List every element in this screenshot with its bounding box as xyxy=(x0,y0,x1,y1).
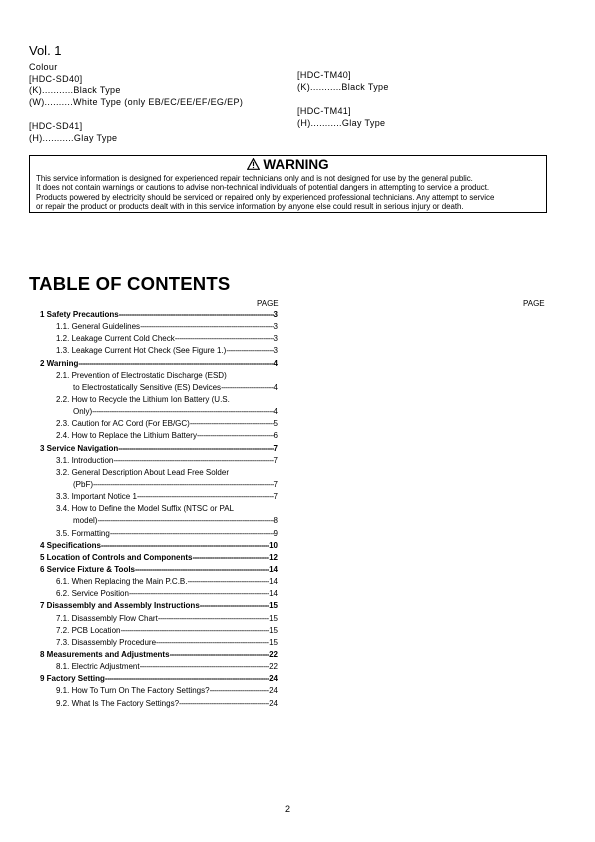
colour-line: (K)...........Black Type xyxy=(29,85,121,96)
colour-line: (H)...........Glay Type xyxy=(297,117,386,128)
toc-leader-dots xyxy=(187,576,269,588)
toc-page-number: 3 xyxy=(273,322,278,332)
toc-entry-title: Only) xyxy=(73,407,93,417)
toc-section-row[interactable] xyxy=(40,358,278,370)
toc-entry-title: 2.2. How to Recycle the Lithium Ion Battery (U.S. xyxy=(56,394,230,404)
toc-list xyxy=(40,309,278,710)
toc-subsection-row[interactable] xyxy=(40,406,278,418)
colour-line: (H)...........Glay Type xyxy=(29,132,118,143)
toc-leader-dots xyxy=(192,552,269,564)
toc-entry-title: 1 Safety Precautions xyxy=(40,310,119,319)
toc-subsection-row[interactable] xyxy=(40,345,278,357)
toc-subsection-row[interactable] xyxy=(40,576,278,588)
toc-entry-title: 2 Warning xyxy=(40,358,79,368)
toc-entry-title: 3.2. General Description About Lead Free Solder xyxy=(56,467,229,477)
volume-label: Vol. 1 xyxy=(29,43,62,58)
toc-subsection-row[interactable] xyxy=(40,382,278,394)
warning-title-text: WARNING xyxy=(263,157,329,172)
toc-entry-title: 7 Disassembly and Assembly Instructions xyxy=(40,601,200,611)
toc-leader-dots xyxy=(101,540,269,552)
toc-leader-dots xyxy=(137,491,274,503)
toc-leader-dots xyxy=(179,698,269,710)
toc-section-row[interactable] xyxy=(40,552,278,564)
toc-entry-title: 7.3. Disassembly Procedure xyxy=(56,637,157,647)
toc-entry-title: to Electrostatically Sensitive (ES) Devices xyxy=(73,382,222,392)
toc-subsection-row[interactable] xyxy=(40,418,278,430)
toc-page-number: 22 xyxy=(269,662,278,672)
toc-leader-dots xyxy=(221,382,273,394)
toc-entry-title: 8.1. Electric Adjustment xyxy=(56,662,140,672)
toc-entry-title: 6.2. Service Position xyxy=(56,589,129,599)
colour-line: (K)...........Black Type xyxy=(297,81,389,92)
warning-line: It does not contain warnings or cautions to advise non-technical individuals of potential dangers in attempting to service a product. xyxy=(36,183,490,193)
toc-leader-dots xyxy=(93,479,274,491)
toc-leader-dots xyxy=(170,649,270,661)
toc-page-number: 14 xyxy=(269,577,278,587)
toc-entry-title: 2.3. Caution for AC Cord (For EB/GC) xyxy=(56,419,190,429)
toc-entry-title: 1.2. Leakage Current Cold Check xyxy=(56,334,175,344)
toc-page-number: 12 xyxy=(269,552,278,562)
toc-entry-title: 9 Factory Setting xyxy=(40,674,105,684)
toc-leader-dots xyxy=(190,418,274,430)
toc-page-number: 24 xyxy=(269,674,278,684)
toc-leader-dots xyxy=(200,600,269,612)
page-number: 2 xyxy=(284,804,290,814)
toc-leader-dots xyxy=(175,333,274,345)
toc-subsection-row[interactable] xyxy=(40,503,278,515)
toc-leader-dots xyxy=(113,455,273,467)
toc-page-number: 3 xyxy=(273,334,278,344)
toc-section-row[interactable] xyxy=(40,649,278,661)
toc-entry-title: 6 Service Fixture & Tools xyxy=(40,564,135,574)
toc-entry-title: 7.1. Disassembly Flow Chart xyxy=(56,613,158,623)
toc-entry-title: 3.1. Introduction xyxy=(56,455,114,465)
toc-section-row[interactable] xyxy=(40,443,278,455)
warning-box xyxy=(29,155,547,213)
toc-leader-dots xyxy=(210,685,270,697)
toc-subsection-row[interactable] xyxy=(40,698,278,710)
warning-line: This service information is designed for experienced repair technicians only and is not designed for use by the general public. xyxy=(36,174,473,183)
toc-subsection-row[interactable] xyxy=(40,491,278,503)
toc-entry-title: 5 Location of Controls and Components xyxy=(40,552,193,562)
toc-page-number: 6 xyxy=(273,431,278,441)
toc-subsection-row[interactable] xyxy=(40,637,278,649)
toc-entry-title: 9.2. What Is The Factory Settings? xyxy=(56,698,180,708)
toc-page-number: 4 xyxy=(273,358,278,368)
toc-page-number: 8 xyxy=(273,516,278,526)
toc-page-number: 22 xyxy=(269,649,278,659)
colour-spacer xyxy=(29,108,243,121)
toc-entry-title: 3.4. How to Define the Model Suffix (NTSC or PAL xyxy=(56,504,235,514)
toc-leader-dots xyxy=(119,309,274,321)
toc-subsection-row[interactable] xyxy=(40,661,278,673)
toc-subsection-row[interactable] xyxy=(40,588,278,600)
toc-title: TABLE OF CONTENTS xyxy=(29,273,231,294)
colour-list-right xyxy=(297,70,389,129)
toc-page-number: 10 xyxy=(269,540,278,550)
toc-entry-title: 4 Specifications xyxy=(40,540,101,550)
toc-leader-dots xyxy=(129,588,269,600)
warning-line: or repair the product or products dealt with in this service information by anyone else could result in serious injury or death. xyxy=(36,201,464,211)
toc-subsection-row[interactable] xyxy=(40,685,278,697)
toc-page-number: 15 xyxy=(269,637,278,647)
colour-spacer xyxy=(297,93,389,106)
toc-leader-dots xyxy=(118,443,273,455)
toc-leader-dots xyxy=(140,321,273,333)
page-column-header: PAGE xyxy=(257,299,279,308)
toc-page-number: 4 xyxy=(273,382,278,392)
colour-list-left xyxy=(29,62,243,145)
warning-line: Products powered by electricity should be serviced or repaired only by experienced professional technicians. Any attempt to service xyxy=(36,192,495,202)
toc-page-number: 7 xyxy=(273,443,278,453)
toc-subsection-row[interactable] xyxy=(40,479,278,491)
colour-line: [HDC-TM41] xyxy=(297,106,352,117)
toc-page-number: 7 xyxy=(273,492,278,502)
toc-page-number: 15 xyxy=(269,625,278,635)
toc-page-number: 15 xyxy=(269,601,278,611)
toc-leader-dots xyxy=(92,406,273,418)
toc-page-number: 3 xyxy=(273,310,278,319)
toc-subsection-row[interactable] xyxy=(40,394,278,406)
toc-subsection-row[interactable] xyxy=(40,625,278,637)
toc-entry-title: 2.4. How to Replace the Lithium Battery xyxy=(56,431,197,441)
toc-entry-title: 6.1. When Replacing the Main P.C.B. xyxy=(56,577,188,587)
toc-leader-dots xyxy=(110,528,274,540)
toc-leader-dots xyxy=(78,358,273,370)
toc-entry-title: 3 Service Navigation xyxy=(40,443,119,453)
toc-entry-title: 1.1. General Guidelines xyxy=(56,322,141,332)
toc-leader-dots xyxy=(226,345,273,357)
toc-leader-dots xyxy=(120,625,269,637)
toc-page-number: 7 xyxy=(273,455,278,465)
toc-entry-title: model) xyxy=(73,516,98,526)
toc-subsection-row[interactable] xyxy=(40,321,278,333)
toc-entry-title: 1.3. Leakage Current Hot Check (See Figure 1.) xyxy=(56,346,227,356)
toc-subsection-row[interactable] xyxy=(40,613,278,625)
toc-section-row[interactable] xyxy=(40,600,278,612)
toc-page-number: 24 xyxy=(269,686,278,696)
toc-subsection-row[interactable] xyxy=(40,333,278,345)
toc-entry-title: 3.3. Important Notice 1 xyxy=(56,492,137,502)
toc-subsection-row[interactable] xyxy=(40,528,278,540)
colour-line: (W)..........White Type (only EB/EC/EE/EF/EG/EP) xyxy=(29,96,244,107)
toc-page-number: 9 xyxy=(273,528,278,538)
toc-page-number: 5 xyxy=(273,419,278,429)
toc-leader-dots xyxy=(197,430,274,442)
colour-line: [HDC-SD40] xyxy=(29,73,83,84)
toc-leader-dots xyxy=(140,661,270,673)
toc-entry-title: 3.5. Formatting xyxy=(56,528,110,538)
toc-section-row[interactable] xyxy=(40,540,278,552)
warning-text xyxy=(36,174,543,211)
toc-entry-title: 8 Measurements and Adjustments xyxy=(40,649,170,659)
toc-page-number: 24 xyxy=(269,698,278,708)
page-column-header-2: PAGE xyxy=(523,299,545,308)
toc-leader-dots xyxy=(135,564,269,576)
toc-section-row[interactable] xyxy=(40,564,278,576)
toc-leader-dots xyxy=(105,673,269,685)
toc-entry-title: 9.1. How To Turn On The Factory Settings? xyxy=(56,686,210,696)
toc-subsection-row[interactable] xyxy=(40,370,278,382)
toc-page-number: 4 xyxy=(273,407,278,417)
toc-page-number: 3 xyxy=(273,346,278,356)
warning-title xyxy=(30,157,546,173)
toc-page-number: 14 xyxy=(269,589,278,599)
warning-triangle-icon xyxy=(247,158,260,173)
toc-page-number: 7 xyxy=(273,479,278,489)
colour-line: [HDC-SD41] xyxy=(29,121,83,132)
toc-leader-dots xyxy=(97,515,273,527)
toc-page-number: 15 xyxy=(269,613,278,623)
toc-subsection-row[interactable] xyxy=(40,455,278,467)
toc-leader-dots xyxy=(156,637,269,649)
toc-entry-title: (PbF) xyxy=(73,479,93,489)
toc-section-row[interactable] xyxy=(40,309,278,321)
toc-page-number: 14 xyxy=(269,564,278,574)
toc-leader-dots xyxy=(158,613,269,625)
toc-subsection-row[interactable] xyxy=(40,430,278,442)
toc-subsection-row[interactable] xyxy=(40,515,278,527)
colour-line: [HDC-TM40] xyxy=(297,70,352,80)
toc-section-row[interactable] xyxy=(40,673,278,685)
toc-subsection-row[interactable] xyxy=(40,467,278,479)
toc-entry-title: 2.1. Prevention of Electrostatic Discharge (ESD) xyxy=(56,370,227,380)
toc-entry-title: 7.2. PCB Location xyxy=(56,625,121,635)
colour-line: Colour xyxy=(29,62,58,72)
